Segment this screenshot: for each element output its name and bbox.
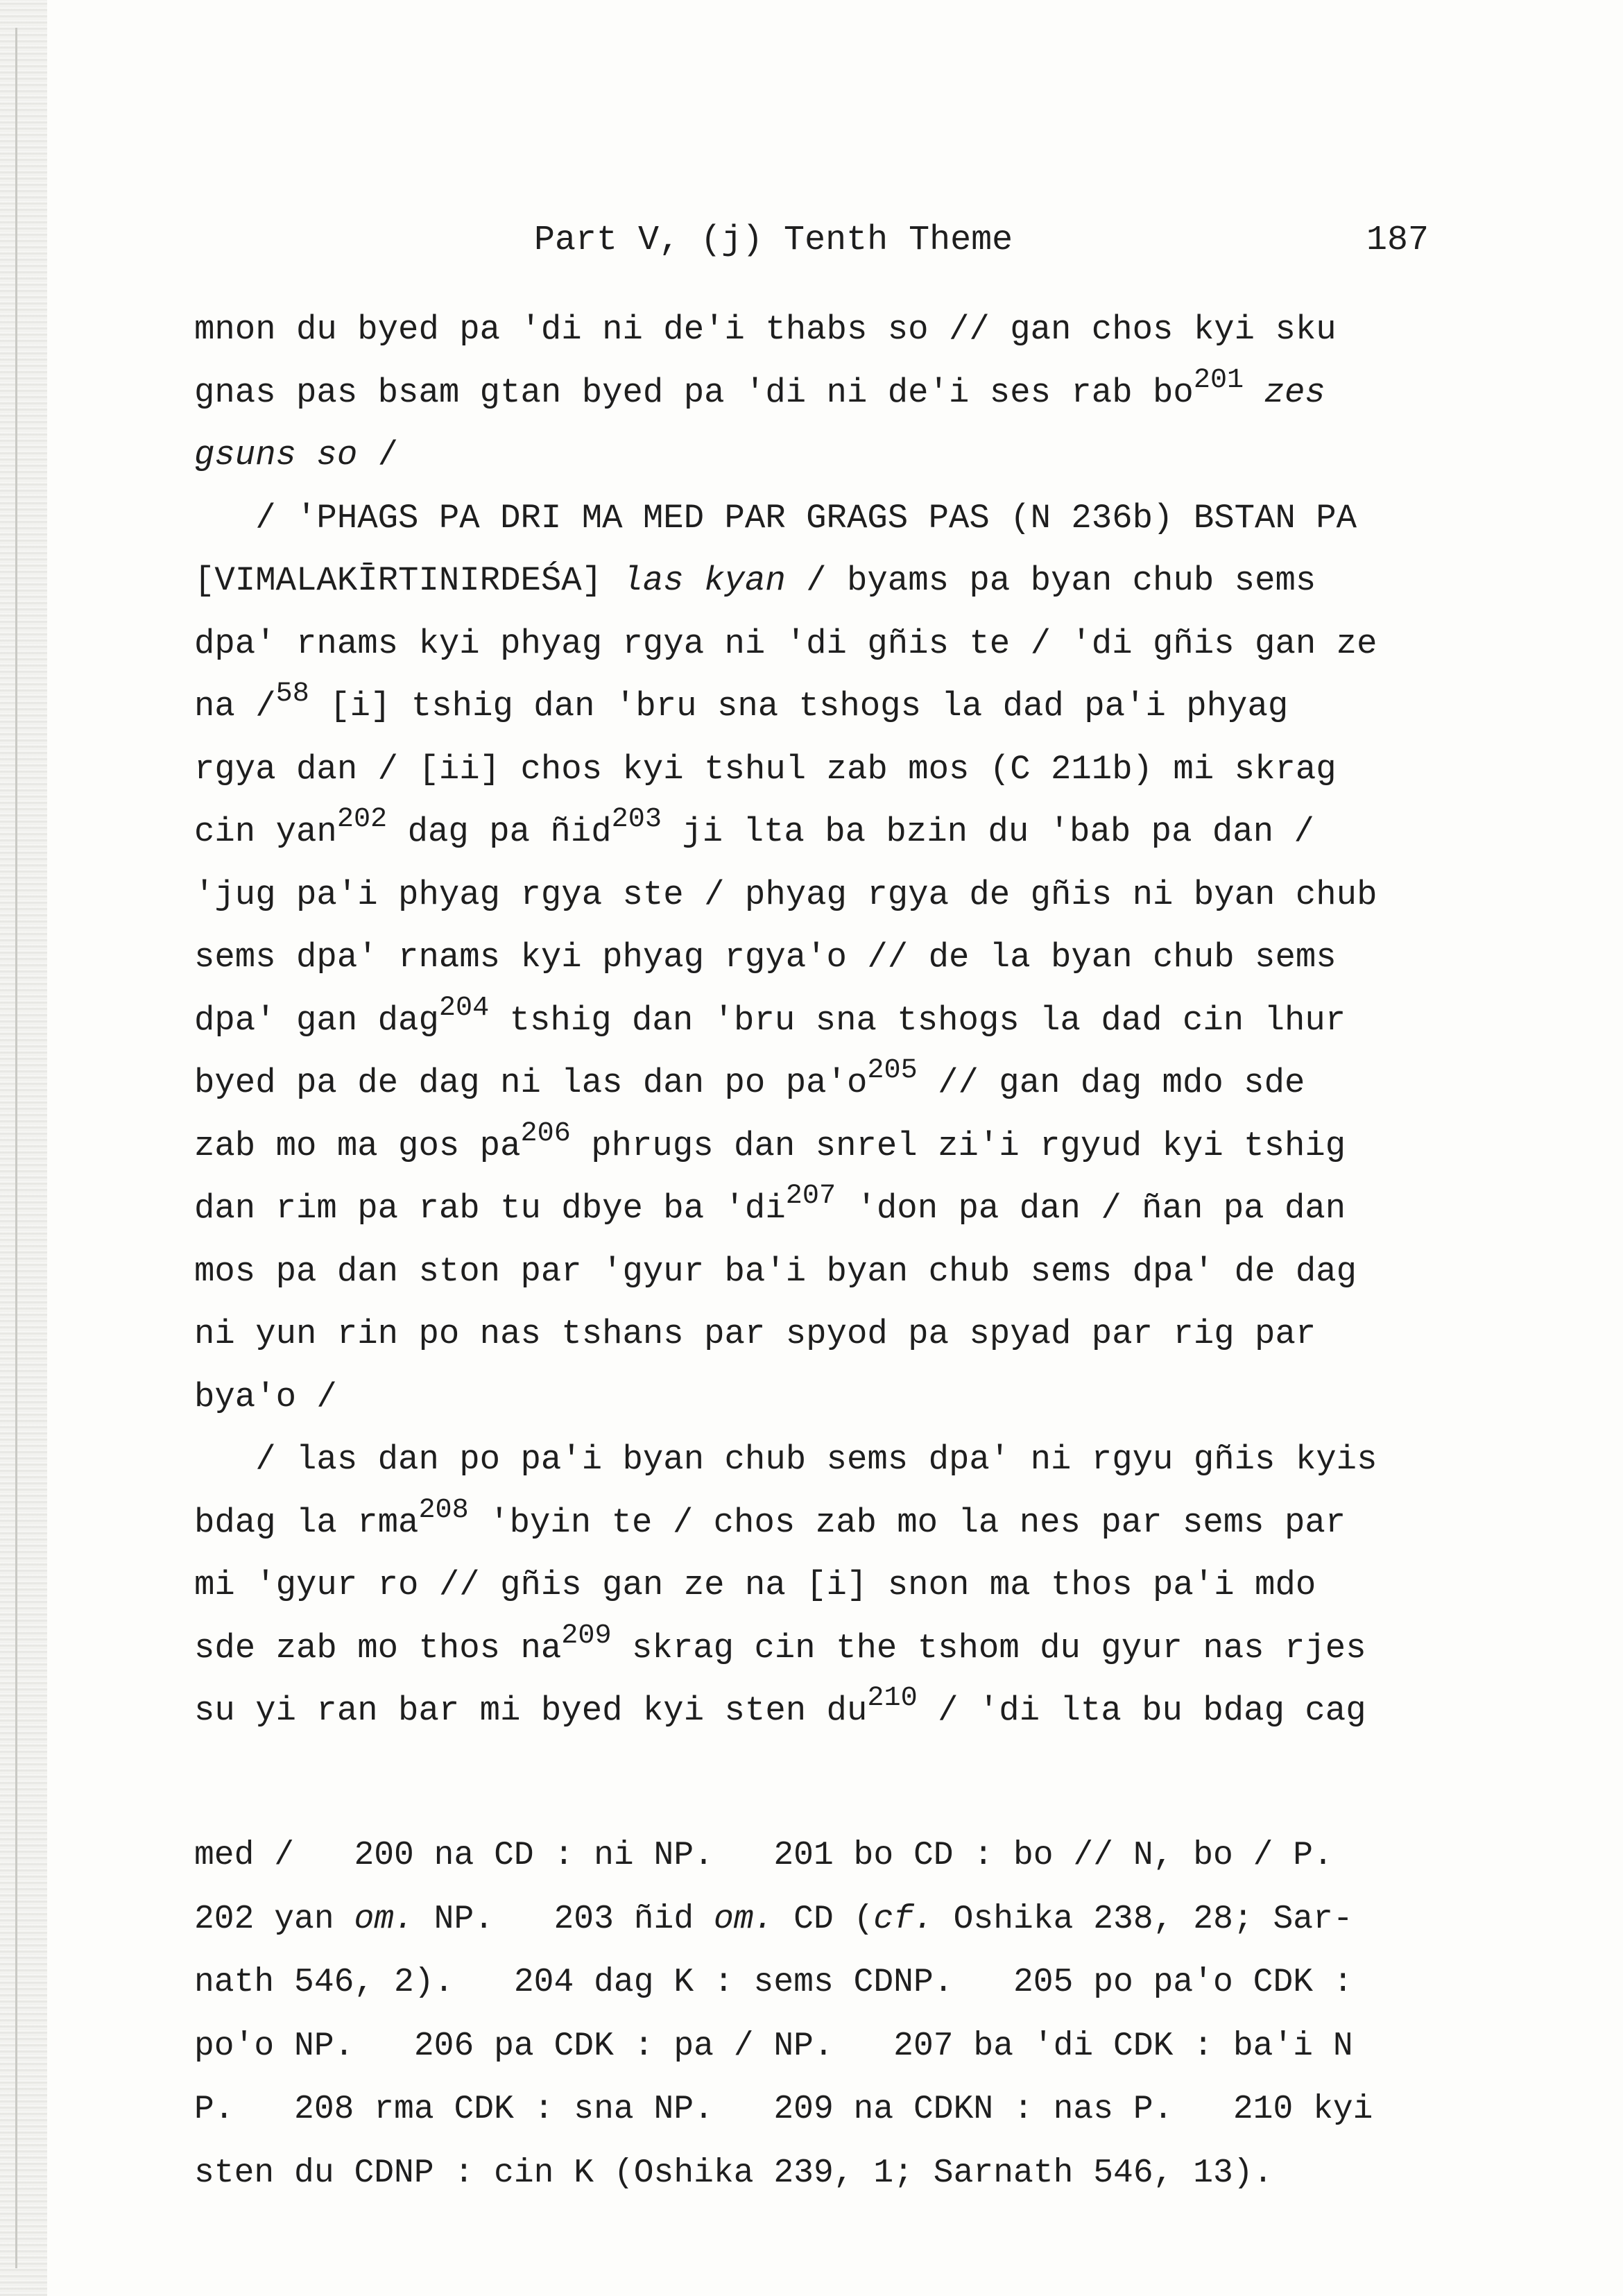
text-line <box>194 1115 1457 1178</box>
text-line <box>194 298 1457 361</box>
italic-text: om. <box>713 1900 774 1938</box>
text-run: Oshika 238, 28; Sar- <box>933 1900 1353 1938</box>
page-number: 187 <box>1366 221 1429 260</box>
text-run: na / <box>194 687 276 726</box>
text-run: skrag cin the tshom du gyur nas rjes <box>611 1628 1366 1668</box>
text-run: bya'o / <box>194 1377 337 1416</box>
text-run: bdag la rma <box>194 1502 419 1542</box>
text-line <box>194 1428 1457 1491</box>
text-line <box>194 1177 1457 1240</box>
text-line <box>194 1052 1457 1115</box>
text-run: 'byin te / chos zab mo la nes par sems par <box>468 1502 1346 1542</box>
footnote-marker: 204 <box>438 992 490 1024</box>
text-line <box>194 1617 1457 1680</box>
text-line <box>194 424 1457 487</box>
footnote-marker: 201 <box>1193 364 1244 396</box>
italic-text: om. <box>354 1900 414 1938</box>
footnote-line <box>194 1824 1457 1888</box>
text-line <box>194 675 1457 738</box>
scan-binding-line <box>15 28 17 2268</box>
footnote-line <box>194 2015 1457 2079</box>
footnote-line <box>194 1951 1457 2015</box>
text-run: / byams pa byan chub sems <box>785 561 1316 600</box>
text-run: byed pa de dag ni las dan po pa'o <box>194 1063 868 1102</box>
footnote-marker: 209 <box>561 1620 612 1652</box>
text-line <box>194 926 1457 989</box>
text-line <box>194 487 1457 550</box>
text-run: su yi ran bar mi byed kyi sten du <box>194 1691 868 1730</box>
text-run: sems dpa' rnams kyi phyag rgya'o // de la byan chub sems <box>194 938 1337 977</box>
text-run: dpa' rnams kyi phyag rgya ni 'di gñis te / 'di gñis gan ze <box>194 624 1377 663</box>
italic-text: gsuns so <box>194 436 358 474</box>
text-line <box>194 1554 1457 1617</box>
text-run: ji lta ba bzin du 'bab pa dan / <box>661 812 1314 851</box>
text-run: mi 'gyur ro // gñis gan ze na [i] snon ma thos pa'i mdo <box>194 1566 1316 1604</box>
text-line <box>194 1303 1457 1366</box>
text-run: cin yan <box>194 812 337 851</box>
text-run: gnas pas bsam gtan byed pa 'di ni de'i ses rab bo <box>194 372 1194 412</box>
footnote-marker: 203 <box>611 804 662 836</box>
text-line <box>194 800 1457 864</box>
text-run: phrugs dan snrel zi'i rgyud kyi tshig <box>570 1126 1346 1165</box>
text-run: [i] tshig dan 'bru sna tshogs la dad pa'i phyag <box>309 687 1289 726</box>
footnote-marker: 208 <box>418 1494 469 1526</box>
text-line <box>194 612 1457 676</box>
text-run: rgya dan / [ii] chos kyi tshul zab mos (C 211b) mi skrag <box>194 749 1337 789</box>
text-line <box>194 738 1457 801</box>
running-title: Part V, (j) Tenth Theme <box>534 221 1013 260</box>
text-line <box>194 989 1457 1052</box>
text-run: dag pa ñid <box>387 812 612 851</box>
text-line <box>194 1679 1457 1742</box>
text-run: mnon du byed pa 'di ni de'i thabs so // gan chos kyi sku <box>194 310 1337 349</box>
text-line <box>194 1491 1457 1554</box>
text-run: dpa' gan dag <box>194 1000 439 1040</box>
text-run: zab mo ma gos pa <box>194 1126 521 1165</box>
text-run: P. 208 rma CDK : sna NP. 209 na CDKN : nas P. 210 kyi <box>194 2091 1373 2128</box>
footnote-marker: 205 <box>867 1055 918 1087</box>
text-run: [VIMALAKĪRTINIRDEŚA] <box>194 561 623 600</box>
text-run: / <box>357 436 399 474</box>
text-run: / 'di lta bu bdag cag <box>917 1691 1366 1730</box>
text-line <box>194 1240 1457 1303</box>
italic-text: zes <box>1264 372 1325 412</box>
text-run: 202 yan <box>194 1900 354 1938</box>
footnote-marker: 58 <box>275 678 309 710</box>
footnote-marker: 210 <box>867 1683 918 1715</box>
text-run <box>1244 373 1264 412</box>
page-header <box>0 221 1623 269</box>
footnote-marker: 202 <box>336 804 388 836</box>
footnotes <box>194 1824 1457 2205</box>
text-run: / 'PHAGS PA DRI MA MED PAR GRAGS PAS (N 236b) BSTAN PA <box>194 498 1357 538</box>
text-line <box>194 549 1457 612</box>
text-line <box>194 361 1457 425</box>
text-run: NP. 203 ñid <box>413 1900 714 1938</box>
text-run: ni yun rin po nas tshans par spyod pa spyad par rig par <box>194 1314 1316 1353</box>
footnote-marker: 206 <box>520 1117 571 1149</box>
text-run: // gan dag mdo sde <box>917 1063 1305 1102</box>
italic-text: las kyan <box>622 561 786 600</box>
footnote-line <box>194 2142 1457 2206</box>
footnote-marker: 207 <box>785 1181 836 1213</box>
text-run: dan rim pa rab tu dbye ba 'di <box>194 1189 786 1228</box>
text-run: 'jug pa'i phyag rgya ste / phyag rgya de gñis ni byan chub <box>194 875 1377 914</box>
text-run: med / 200 na CD : ni NP. 201 bo CD : bo // N, bo / P. <box>194 1837 1333 1874</box>
text-run: 'don pa dan / ñan pa dan <box>836 1189 1346 1228</box>
main-text <box>194 298 1457 1742</box>
text-line <box>194 1366 1457 1429</box>
text-run: po'o NP. 206 pa CDK : pa / NP. 207 ba 'di CDK : ba'i N <box>194 2027 1353 2065</box>
text-run: tshig dan 'bru sna tshogs la dad cin lhur <box>489 1000 1346 1040</box>
text-line <box>194 864 1457 927</box>
text-run: CD ( <box>773 1900 874 1938</box>
italic-text: cf. <box>873 1900 934 1938</box>
text-run: mos pa dan ston par 'gyur ba'i byan chub sems dpa' de dag <box>194 1251 1357 1291</box>
text-run: sten du CDNP : cin K (Oshika 239, 1; Sarnath 546, 13). <box>194 2154 1273 2192</box>
text-run: sde zab mo thos na <box>194 1628 562 1668</box>
text-run: nath 546, 2). 204 dag K : sems CDNP. 205 po pa'o CDK : <box>194 1964 1353 2001</box>
scan-edge <box>0 0 47 2296</box>
footnote-line <box>194 1888 1457 1952</box>
text-run: / las dan po pa'i byan chub sems dpa' ni rgyu gñis kyis <box>194 1440 1377 1479</box>
footnote-line <box>194 2078 1457 2142</box>
